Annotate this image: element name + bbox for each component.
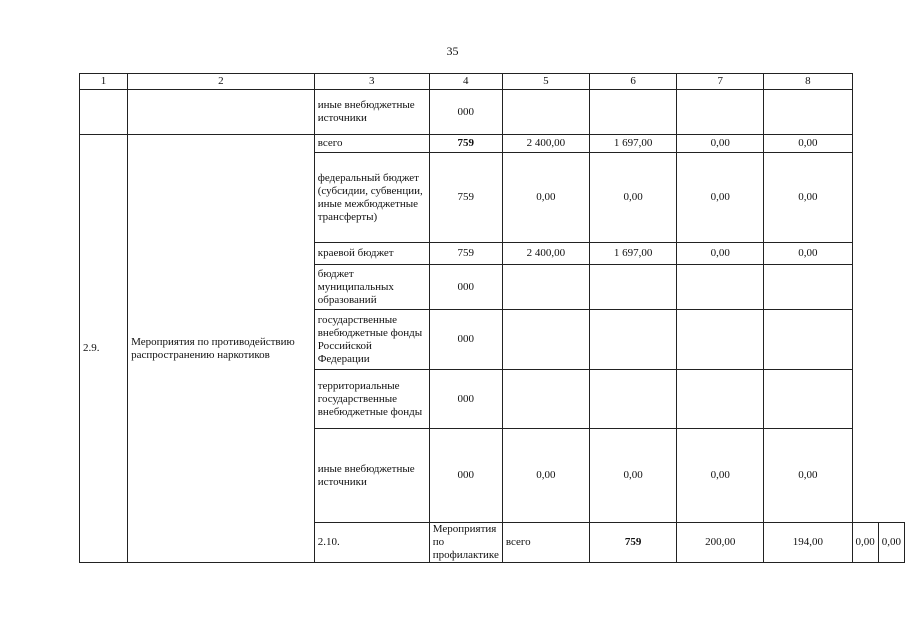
code-cell: 759 bbox=[590, 523, 677, 563]
value-cell bbox=[502, 370, 589, 429]
value-cell: 2 400,00 bbox=[502, 135, 589, 153]
value-cell: 0,00 bbox=[677, 153, 764, 243]
value-cell: 0,00 bbox=[764, 153, 852, 243]
value-cell bbox=[677, 265, 764, 310]
funding-source-cell: территориальные государственные внебюджетные фонды bbox=[314, 370, 429, 429]
column-header: 6 bbox=[590, 74, 677, 90]
value-cell: 0,00 bbox=[590, 429, 677, 523]
value-cell: 1 697,00 bbox=[590, 243, 677, 265]
code-cell: 000 bbox=[429, 265, 502, 310]
value-cell: 0,00 bbox=[878, 523, 904, 563]
code-cell: 000 bbox=[429, 370, 502, 429]
budget-table bbox=[79, 73, 905, 563]
column-header: 8 bbox=[764, 74, 852, 90]
code-cell: 759 bbox=[429, 243, 502, 265]
value-cell: 194,00 bbox=[764, 523, 852, 563]
funding-source-cell: всего bbox=[502, 523, 589, 563]
code-cell: 759 bbox=[429, 135, 502, 153]
item-number-cell bbox=[80, 90, 128, 135]
funding-source-cell: краевой бюджет bbox=[314, 243, 429, 265]
value-cell: 2 400,00 bbox=[502, 243, 589, 265]
item-name-cell: Мероприятия по профилактике bbox=[429, 523, 502, 563]
value-cell: 0,00 bbox=[764, 429, 852, 523]
value-cell bbox=[764, 265, 852, 310]
value-cell bbox=[502, 265, 589, 310]
column-header: 1 bbox=[80, 74, 128, 90]
value-cell bbox=[590, 90, 677, 135]
value-cell: 0,00 bbox=[677, 243, 764, 265]
value-cell bbox=[502, 310, 589, 370]
code-cell: 000 bbox=[429, 429, 502, 523]
value-cell bbox=[502, 90, 589, 135]
funding-source-cell: иные внебюджетные источники bbox=[314, 90, 429, 135]
header-row bbox=[80, 74, 905, 90]
value-cell: 0,00 bbox=[764, 243, 852, 265]
column-header: 3 bbox=[314, 74, 429, 90]
table-row bbox=[80, 135, 905, 153]
value-cell: 0,00 bbox=[502, 429, 589, 523]
column-header: 5 bbox=[502, 74, 589, 90]
item-number-cell: 2.9. bbox=[80, 135, 128, 563]
value-cell bbox=[764, 310, 852, 370]
funding-source-cell: всего bbox=[314, 135, 429, 153]
value-cell bbox=[677, 310, 764, 370]
value-cell bbox=[764, 370, 852, 429]
funding-source-cell: иные внебюджетные источники bbox=[314, 429, 429, 523]
funding-source-cell: бюджет муниципальных образований bbox=[314, 265, 429, 310]
value-cell: 0,00 bbox=[590, 153, 677, 243]
value-cell bbox=[590, 265, 677, 310]
value-cell bbox=[677, 90, 764, 135]
table-row bbox=[80, 90, 905, 135]
item-name-cell: Мероприятия по противодействию распространению наркотиков bbox=[128, 135, 315, 563]
value-cell: 1 697,00 bbox=[590, 135, 677, 153]
code-cell: 000 bbox=[429, 90, 502, 135]
page-number: 35 bbox=[446, 44, 459, 58]
code-cell: 759 bbox=[429, 153, 502, 243]
value-cell: 0,00 bbox=[502, 153, 589, 243]
item-name-cell bbox=[128, 90, 315, 135]
value-cell bbox=[677, 370, 764, 429]
value-cell: 0,00 bbox=[677, 429, 764, 523]
column-header: 2 bbox=[128, 74, 315, 90]
value-cell bbox=[590, 310, 677, 370]
funding-source-cell: государственные внебюджетные фонды Российской Федерации bbox=[314, 310, 429, 370]
value-cell: 0,00 bbox=[852, 523, 878, 563]
value-cell bbox=[590, 370, 677, 429]
value-cell: 0,00 bbox=[677, 135, 764, 153]
code-cell: 000 bbox=[429, 310, 502, 370]
column-header: 7 bbox=[677, 74, 764, 90]
value-cell bbox=[764, 90, 852, 135]
column-header: 4 bbox=[429, 74, 502, 90]
value-cell: 0,00 bbox=[764, 135, 852, 153]
item-number-cell: 2.10. bbox=[314, 523, 429, 563]
funding-source-cell: федеральный бюджет (субсидии, субвенции, иные межбюджетные трансферты) bbox=[314, 153, 429, 243]
value-cell: 200,00 bbox=[677, 523, 764, 563]
